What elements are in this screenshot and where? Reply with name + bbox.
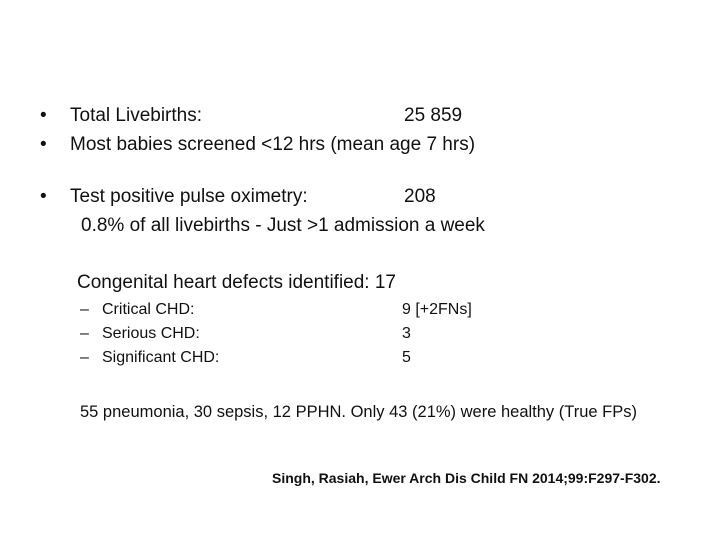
outcome-summary: 55 pneumonia, 30 sepsis, 12 PPHN. Only 43 (21%) were healthy (True FPs) bbox=[80, 403, 637, 421]
citation: Singh, Rasiah, Ewer Arch Dis Child FN 2014;99:F297-F302. bbox=[272, 470, 661, 486]
livebirths-percentage-text: 0.8% of all livebirths - Just >1 admission a week bbox=[81, 215, 485, 236]
chd-serious-label: Serious CHD: bbox=[102, 325, 200, 342]
bullet-item-test-positive bbox=[40, 185, 680, 209]
chd-critical-label: Critical CHD: bbox=[102, 301, 195, 318]
chd-significant-value: 5 bbox=[402, 349, 411, 366]
chd-critical-value: 9 [+2FNs] bbox=[402, 301, 472, 318]
chd-serious-value: 3 bbox=[402, 325, 411, 342]
bullet-item-screening-age bbox=[40, 133, 680, 157]
chd-item-serious bbox=[80, 324, 520, 344]
chd-significant-label: Significant CHD: bbox=[102, 349, 220, 366]
test-positive-label: Test positive pulse oximetry: bbox=[70, 186, 308, 207]
dash-marker: – bbox=[80, 325, 89, 342]
chd-item-critical bbox=[80, 300, 520, 320]
chd-heading: Congenital heart defects identified: 17 bbox=[77, 272, 396, 293]
bullet-marker: • bbox=[40, 134, 47, 155]
test-positive-value: 208 bbox=[404, 186, 436, 207]
total-livebirths-label: Total Livebirths: bbox=[70, 105, 203, 126]
bullet-marker: • bbox=[40, 105, 47, 126]
dash-marker: – bbox=[80, 301, 89, 318]
bullet-marker: • bbox=[40, 186, 47, 207]
total-livebirths-value: 25 859 bbox=[404, 105, 463, 126]
chd-item-significant bbox=[80, 348, 520, 368]
bullet-item-total-livebirths bbox=[40, 104, 680, 128]
screening-age-text: Most babies screened <12 hrs (mean age 7 hrs) bbox=[70, 134, 476, 155]
dash-marker: – bbox=[80, 349, 89, 366]
